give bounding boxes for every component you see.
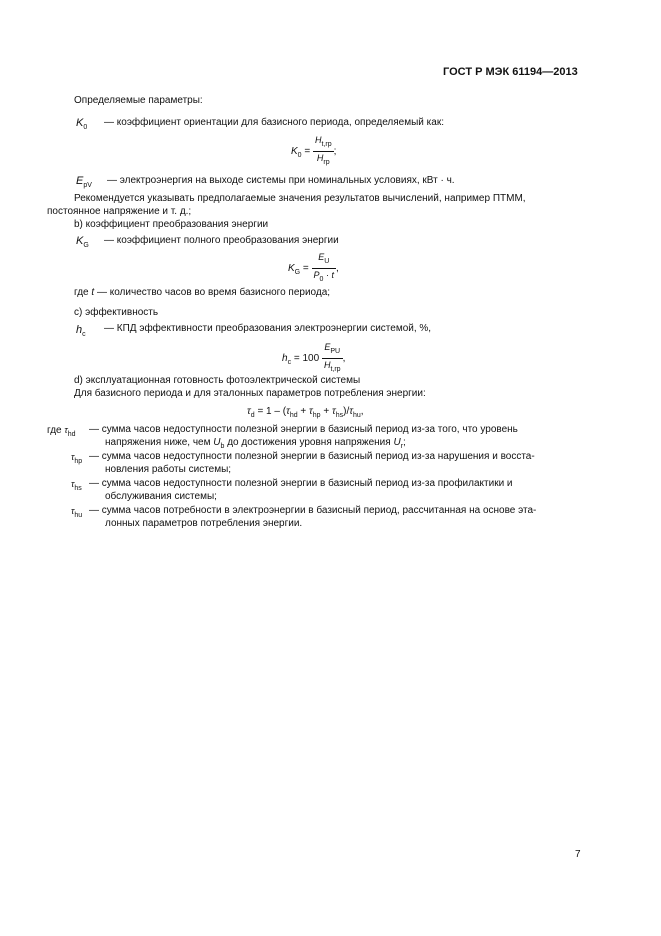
page-number: 7	[575, 849, 581, 860]
tau-hs-line-1: — сумма часов недоступности полезной энергии в базисный период из-за профилактики и	[89, 478, 513, 489]
k0-symbol: $K_0$	[76, 117, 88, 131]
item-b-heading: b) коэффициент преобразования энергии	[74, 219, 269, 230]
epv-description: — электроэнергия на выходе системы при номинальных условиях, кВт · ч.	[107, 175, 455, 186]
kg-formula: $K_G$ = $\frac{E_U}{P_0 \cdot t}$ ,	[288, 252, 339, 283]
k0-description: — коэффициент ориентации для базисного периода, определяемый как:	[104, 117, 444, 128]
epv-symbol: $E_{pV}$	[76, 175, 92, 189]
recommendation-line-2: постоянное напряжение и т. д.;	[47, 206, 192, 217]
recommendation-line-1: Рекомендуется указывать предполагаемые значения результатов вычислений, например ПТММ,	[74, 193, 526, 204]
item-d-line-2: Для базисного периода и для эталонных параметров потребления энергии:	[74, 388, 426, 399]
tau-hd-symbol: где $\tau_{hd}$	[47, 425, 76, 438]
tau-hs-line-2: обслуживания системы;	[105, 491, 217, 502]
hc-description: — КПД эффективности преобразования электроэнергии системой, %,	[104, 323, 432, 334]
tau-hd-line-2: напряжения ниже, чем $U_b$ до достижения уровня напряжения $U_r$;	[105, 437, 406, 450]
tau-hp-line-2: новления работы системы;	[105, 464, 232, 475]
tau-hp-line-1: — сумма часов недоступности полезной энергии в базисный период из-за нарушения и восста-	[89, 451, 535, 462]
item-d-heading: d) эксплуатационная готовность фотоэлектрической системы	[74, 375, 361, 386]
tau-hs-symbol: $\tau_{hs}$	[71, 479, 82, 492]
t-definition: где t — количество часов во время базисного периода;	[74, 287, 331, 298]
tau-hu-line-1: — сумма часов потребности в электроэнергии в базисный период, рассчитанная на основе эта-	[89, 505, 537, 516]
kg-symbol: $K_G$	[76, 235, 89, 249]
item-c-heading: c) эффективность	[74, 307, 159, 318]
k0-formula: $K_0$ = $\frac{H_{t,rp}}{H_{rp}}$ ;	[291, 135, 337, 166]
hc-symbol: $h_c$	[76, 324, 86, 338]
tau-hu-line-2: лонных параметров потребления энергии.	[105, 518, 303, 529]
hc-formula: $h_c = 100$ $\frac{E_{PU}}{H_{t,rp}}$ ,	[282, 342, 346, 373]
tau-formula: $\tau_d = 1 - (\tau_{hd} + \tau_{hp} + \tau_{hs})/\tau_{hu}$,	[247, 406, 364, 419]
standard-header: ГОСТ Р МЭК 61194—2013	[443, 66, 578, 78]
tau-hu-symbol: $\tau_{hu}$	[71, 506, 83, 519]
kg-description: — коэффициент полного преобразования энергии	[104, 235, 339, 246]
intro-text: Определяемые параметры:	[74, 95, 203, 106]
tau-hd-line-1: — сумма часов недоступности полезной энергии в базисный период из-за того, что уровень	[89, 424, 518, 435]
tau-hp-symbol: $\tau_{hp}$	[71, 452, 83, 465]
